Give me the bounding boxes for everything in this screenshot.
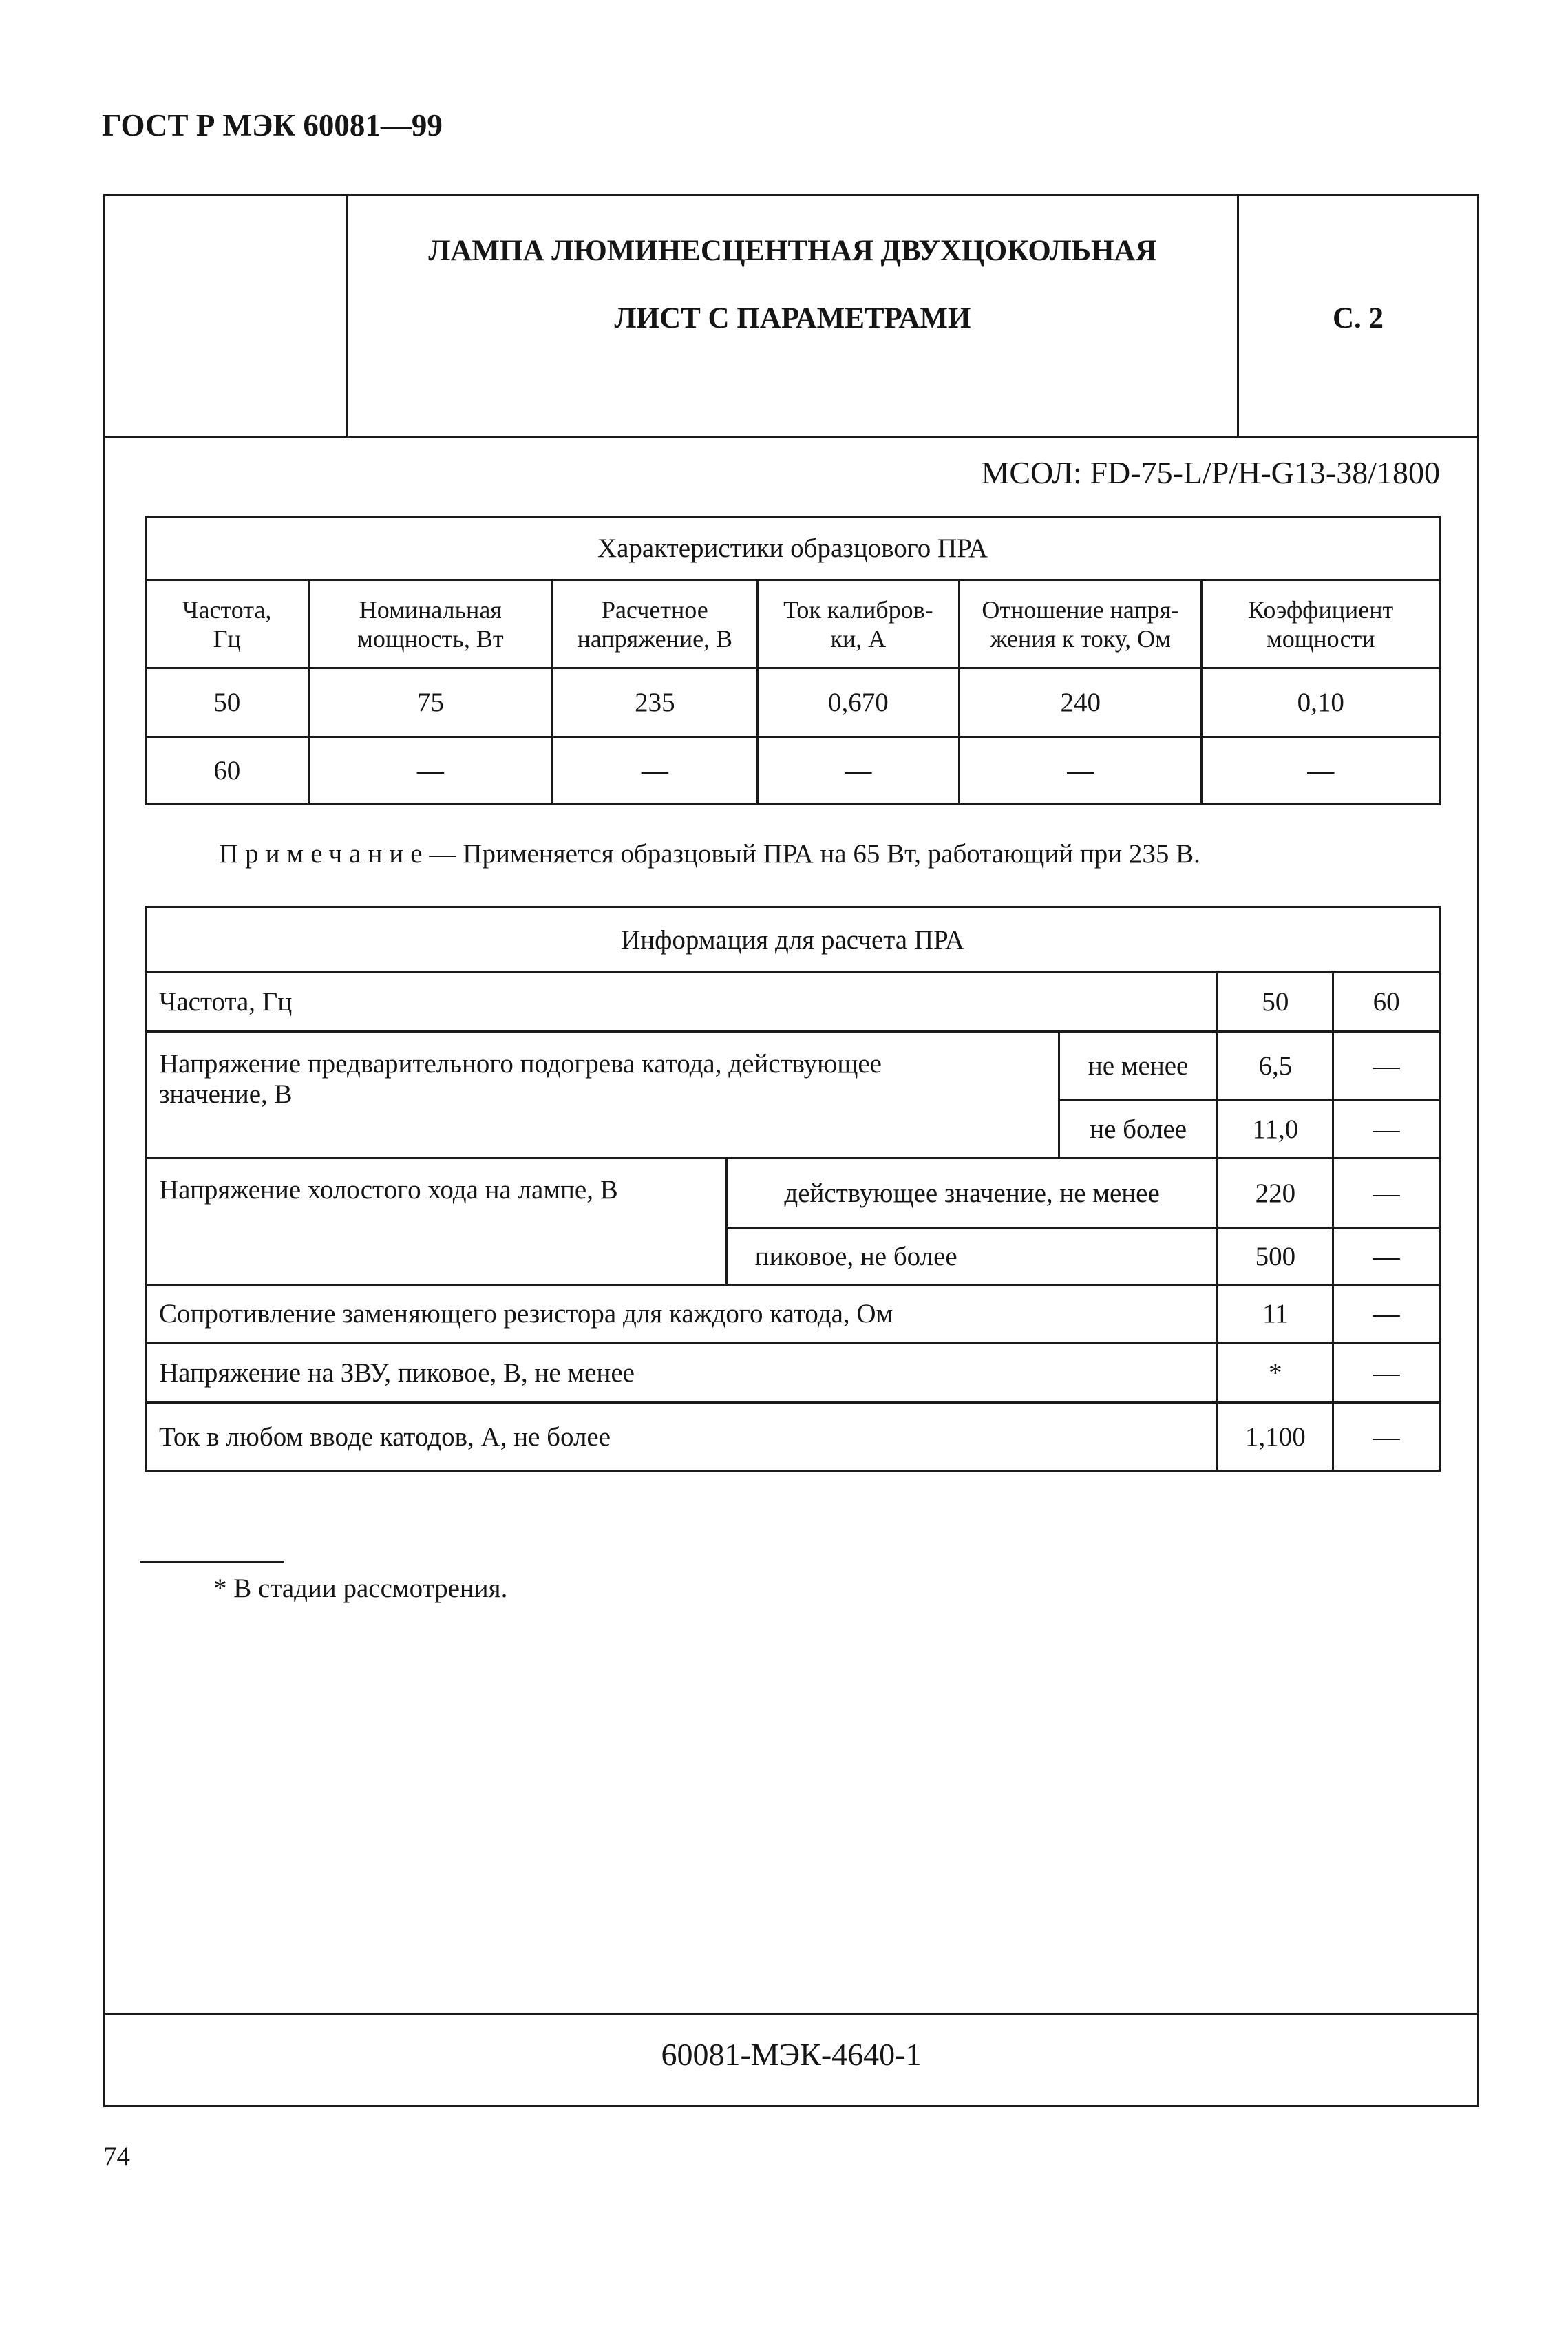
table-cell: 1,100	[1218, 1403, 1333, 1471]
table-row	[146, 737, 1440, 805]
table-cell: —	[308, 737, 552, 805]
page-number: 74	[103, 2141, 130, 2171]
table-cell: 235	[553, 668, 758, 737]
document-code: ГОСТ Р МЭК 60081—99	[102, 108, 443, 142]
table-cell: —	[1333, 1343, 1440, 1403]
row-label: Частота, Гц	[146, 973, 1218, 1032]
column-header: Номинальная мощность, Вт	[308, 580, 552, 668]
table-cell: —	[1333, 1101, 1440, 1158]
lamp-designation: МСОЛ: FD-75-L/P/H-G13-38/1800	[981, 455, 1440, 490]
table-row	[146, 1403, 1440, 1471]
table-cell: *	[1218, 1343, 1333, 1403]
table-cell: —	[1333, 1228, 1440, 1285]
table-cell: —	[1333, 1158, 1440, 1228]
table-cell: 11,0	[1218, 1101, 1333, 1158]
ballast-table-caption: Характеристики образцового ПРА	[146, 517, 1440, 580]
table-cell: действующее значение, не менее	[726, 1158, 1218, 1228]
table-cell: не менее	[1059, 1032, 1218, 1101]
reference-ballast-table	[145, 516, 1441, 805]
table-cell: 0,670	[757, 668, 959, 737]
table-cell: —	[757, 737, 959, 805]
table-cell: 50	[146, 668, 309, 737]
table-cell: —	[553, 737, 758, 805]
sheet-subtitle: ЛИСТ С ПАРАМЕТРАМИ	[614, 302, 971, 335]
table-row	[146, 668, 1440, 737]
footnote: * В стадии рассмотрения.	[213, 1574, 508, 1603]
column-header: Ток калибров- ки, А	[757, 580, 959, 668]
table-cell: 60	[1333, 973, 1440, 1032]
sheet-number: С. 2	[1332, 302, 1384, 335]
table-cell: 240	[960, 668, 1202, 737]
table-cell: —	[1333, 1032, 1440, 1101]
table-row	[146, 1285, 1440, 1343]
table-row	[146, 1032, 1440, 1101]
sheet-footer-code: 60081-МЭК-4640-1	[661, 2037, 922, 2072]
table-cell: —	[1333, 1403, 1440, 1471]
table-cell: 11	[1218, 1285, 1333, 1343]
table-cell: 220	[1218, 1158, 1333, 1228]
row-label: Напряжение предварительного подогрева катода, действующее значение, В	[146, 1032, 1059, 1158]
column-header: Расчетное напряжение, В	[553, 580, 758, 668]
footnote-rule	[140, 1561, 284, 1563]
table-cell: 50	[1218, 973, 1333, 1032]
table-cell: 0,10	[1202, 668, 1440, 737]
calc-table-caption: Информация для расчета ПРА	[146, 907, 1440, 973]
column-header: Коэффициент мощности	[1202, 580, 1440, 668]
table-cell: 6,5	[1218, 1032, 1333, 1101]
table-row	[146, 1158, 1440, 1228]
column-header: Частота, Гц	[146, 580, 309, 668]
table-cell: 75	[308, 668, 552, 737]
table-header-row	[146, 580, 1440, 668]
row-label: Ток в любом вводе катодов, А, не более	[146, 1403, 1218, 1471]
table-cell: —	[1202, 737, 1440, 805]
row-label: Сопротивление заменяющего резистора для каждого катода, Ом	[146, 1285, 1218, 1343]
table-cell: —	[960, 737, 1202, 805]
table-row	[146, 973, 1440, 1032]
table-cell: пиковое, не более	[726, 1228, 1218, 1285]
column-header: Отношение напря- жения к току, Ом	[960, 580, 1202, 668]
table-cell: 500	[1218, 1228, 1333, 1285]
row-label: Напряжение на ЗВУ, пиковое, В, не менее	[146, 1343, 1218, 1403]
table-cell: не более	[1059, 1101, 1218, 1158]
sheet-title: ЛАМПА ЛЮМИНЕСЦЕНТНАЯ ДВУХЦОКОЛЬНАЯ	[428, 235, 1157, 267]
ballast-calculation-table	[145, 906, 1441, 1472]
table-note	[219, 838, 1200, 869]
note-label: Примечание	[219, 839, 430, 869]
table-cell: —	[1333, 1285, 1440, 1343]
note-text: — Применяется образцовый ПРА на 65 Вт, работающий при 235 В.	[429, 839, 1200, 869]
table-row	[146, 1343, 1440, 1403]
row-label: Напряжение холостого хода на лампе, В	[146, 1158, 727, 1285]
table-cell: 60	[146, 737, 309, 805]
